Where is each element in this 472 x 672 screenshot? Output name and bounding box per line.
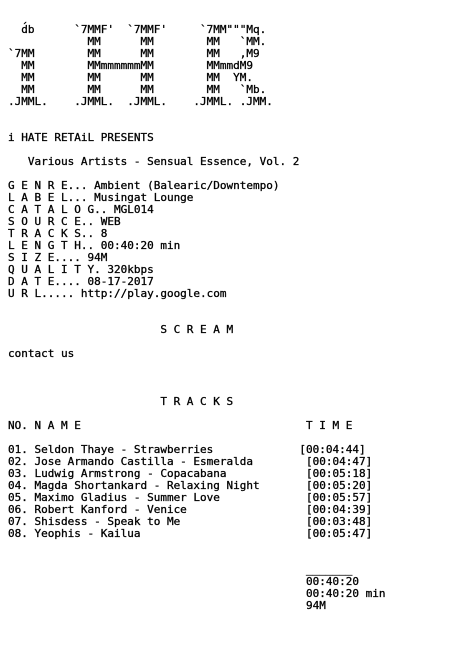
info-label: L A B E L... Musingat Lounge [8, 191, 194, 204]
info-date: D A T E.... 08-17-2017 [8, 275, 154, 288]
total-rule: _______ [8, 563, 353, 576]
track-row: 02. Jose Armando Castilla - Esmeralda [00:04:47] [8, 455, 373, 468]
release-info [8, 180, 468, 300]
presents-line: i HATE RETAiL PRESENTS [8, 131, 154, 144]
info-source: S O U R C E.. WEB [8, 215, 121, 228]
info-size: S I Z E.... 94M [8, 251, 108, 264]
info-genre: G E N R E... Ambient (Balearic/Downtempo) [8, 179, 280, 192]
track-list [8, 444, 468, 540]
track-row: 01. Seldon Thaye - Strawberries [00:04:44] [8, 443, 366, 456]
nfo-document [8, 24, 468, 612]
track-row: 06. Robert Kanford - Venice [00:04:39] [8, 503, 373, 516]
ascii-logo: d́b `7MMF' `7MMF' `7MM"""Mq. MM MM MM `MM. `7MM MM MM MM ,M9 MM MMmmmmmmMM MMmmdM9 MM MM MM MM YM. MM MM MM MM `Mb. .JMML. .JMML. .JMML. .JMML. .JMM. [8, 23, 273, 108]
contact-text: contact us [8, 347, 75, 360]
total-size: 94M [8, 599, 326, 612]
release-title: Various Artists - Sensual Essence, Vol. 2 [8, 155, 300, 168]
total-time-min: 00:40:20 min [8, 587, 386, 600]
track-row: 07. Shisdess - Speak to Me [00:03:48] [8, 515, 373, 528]
total-time: 00:40:20 [8, 575, 359, 588]
track-row: 04. Magda Shortankard - Relaxing Night [00:05:20] [8, 479, 373, 492]
info-tracks: T R A C K S.. 8 [8, 227, 108, 240]
info-quality: Q U A L I T Y. 320kbps [8, 263, 154, 276]
tracks-header: NO. N A M E T I M E [8, 419, 353, 432]
info-catalog: C A T A L O G.. MGL014 [8, 203, 154, 216]
scream-heading: S C R E A M [8, 323, 234, 336]
track-row: 05. Maximo Gladius - Summer Love [00:05:57] [8, 491, 373, 504]
info-url: U R L..... http://play.google.com [8, 287, 227, 300]
tracks-heading: T R A C K S [8, 395, 234, 408]
track-row: 03. Ludwig Armstrong - Copacabana [00:05:18] [8, 467, 373, 480]
track-row: 08. Yeophis - Kailua [00:05:47] [8, 527, 373, 540]
info-length: L E N G T H.. 00:40:20 min [8, 239, 181, 252]
